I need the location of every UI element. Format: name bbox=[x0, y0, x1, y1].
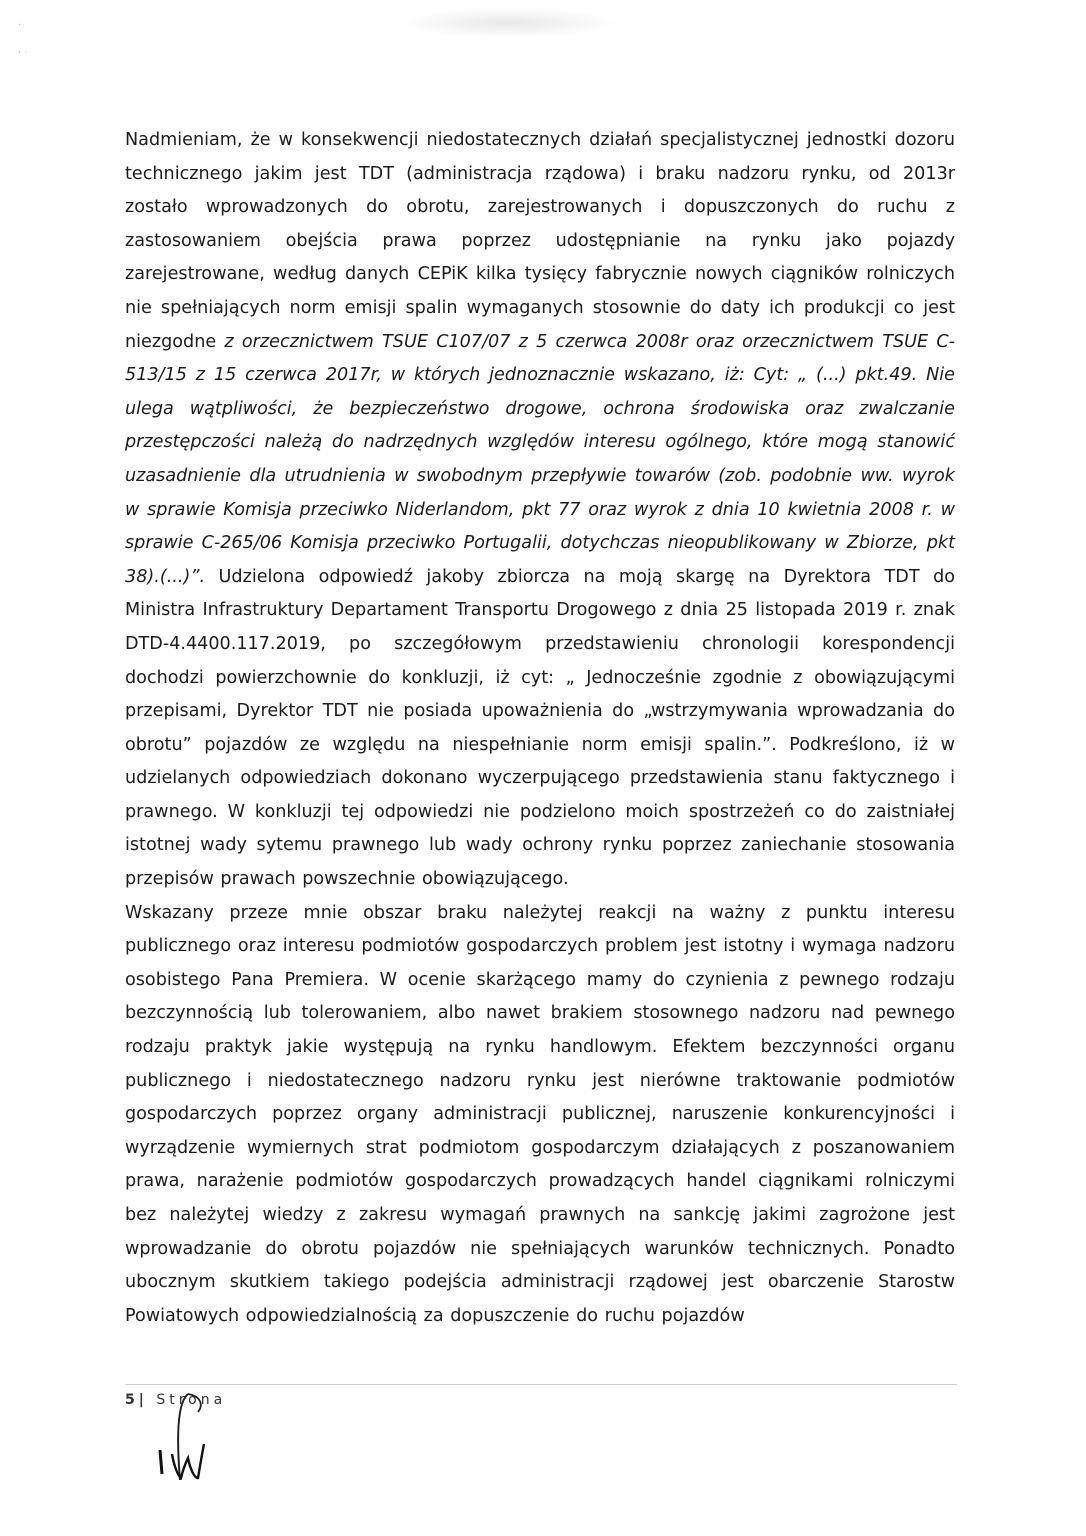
court-ruling-quote: z orzecznictwem TSUE C107/07 z 5 czerwca 2008r oraz orzecznictwem TSUE C-513/15 z 15 czerwca 2017r, w których jednoznacznie wskazano, iż: Cyt: „ (...) pkt.49. Nie ulega wątpliwości, że bezpieczeństwo drogowe, ochrona środowiska oraz zwalczanie przestępczości należą do nadrzędnych względów interesu ogólnego, które mogą stanowić uzasadnienie dla utrudnienia w swobodnym przepływie towarów (zob. podobnie ww. wyrok w sprawie Komisja przeciwko Niderlandom, pkt 77 oraz wyrok z dnia 10 kwietnia 2008 r. w sprawie C-265/06 Komisja przeciwko Portugalii, dotychczas nieopublikowany w Zbiorze, pkt 38).(...)”. bbox=[125, 331, 956, 587]
scan-edge-marks: · · · bbox=[18, 20, 28, 59]
scan-artifact bbox=[400, 8, 620, 38]
paragraph-1-part-c: Udzielona odpowiedź jakoby zbiorcza na moją skargę na Dyrektora TDT do Ministra Infrastruktury Departament Transportu Drogowego z dnia 25 listopada 2019 r. znak DTD-4.4400.117.2019, po szczegółowym przedstawieniu chronologii korespondencji dochodzi powierzchownie do konkluzji, iż cyt: „ Jednocześnie zgodnie z obowiązującymi przepisami, Dyrektor TDT nie posiada upoważnienia do „wstrzymywania wprowadzania do obrotu” pojazdów ze względu na niespełnianie norm emisji spalin.”. Podkreślono, iż w udzielanych odpowiedziach dokonano wyczerpującego przedstawienia stanu faktycznego i prawnego. W konkluzji tej odpowiedzi nie podzielono moich spostrzeżeń co do zaistniałej istotnej wady sytemu prawnego lub wady ochrony rynku poprzez zaniechanie stosowania przepisów prawach powszechnie obowiązującego. bbox=[125, 566, 955, 890]
paragraph-2: Wskazany przeze mnie obszar braku należytej reakcji na ważny z punktu interesu publicznego oraz interesu podmiotów gospodarczych problem jest istotny i wymaga nadzoru osobistego Pana Premiera. W ocenie skarżącego mamy do czynienia z pewnego rodzaju bezczynnością lub tolerowaniem, albo nawet brakiem stosownego nadzoru nad pewnego rodzaju praktyk jakie występują na rynku handlowym. Efektem bezczynności organu publicznego i niedostatecznego nadzoru rynku jest nierówne traktowanie podmiotów gospodarczych poprzez organy administracji publicznej, naruszenie konkurencyjności i wyrządzenie wymiernych strat podmiotom gospodarczym działających z poszanowaniem prawa, narażenie podmiotów gospodarczych prowadzących handel ciągnikami rolniczymi bez należytej wiedzy z zakresu wymagań prawnych na sankcję jakimi zagrożone jest wprowadzanie do obrotu pojazdów nie spełniających warunków technicznych. Ponadto ubocznym skutkiem takiego podejścia administracji rządowej jest obarczenie Starostw Powiatowych odpowiedzialnością za dopuszczenie do ruchu pojazdów bbox=[125, 902, 955, 1326]
handwritten-signature bbox=[148, 1392, 228, 1482]
page-label: Strona bbox=[156, 1392, 227, 1408]
footer-separator: | bbox=[138, 1392, 148, 1408]
footer-divider bbox=[125, 1384, 957, 1385]
page-number: 5 bbox=[125, 1392, 139, 1408]
document-page bbox=[125, 124, 955, 1333]
paragraph-1-part-a: Nadmieniam, że w konsekwencji niedostatecznych działań specjalistycznej jednostki dozoru technicznego jakim jest TDT (administracja rządowa) i braku nadzoru rynku, od 2013r zostało wprowadzonych do obrotu, zarejestrowanych i dopuszczonych do ruchu z zastosowaniem obejścia prawa poprzez udostępnianie na rynku jako pojazdy zarejestrowane, według danych CEPiK kilka tysięcy fabrycznie nowych ciągników rolniczych nie spełniających norm emisji spalin wymaganych stosownie do daty ich produkcji co jest niezgodne bbox=[125, 130, 955, 352]
paragraph-1 bbox=[125, 124, 955, 897]
